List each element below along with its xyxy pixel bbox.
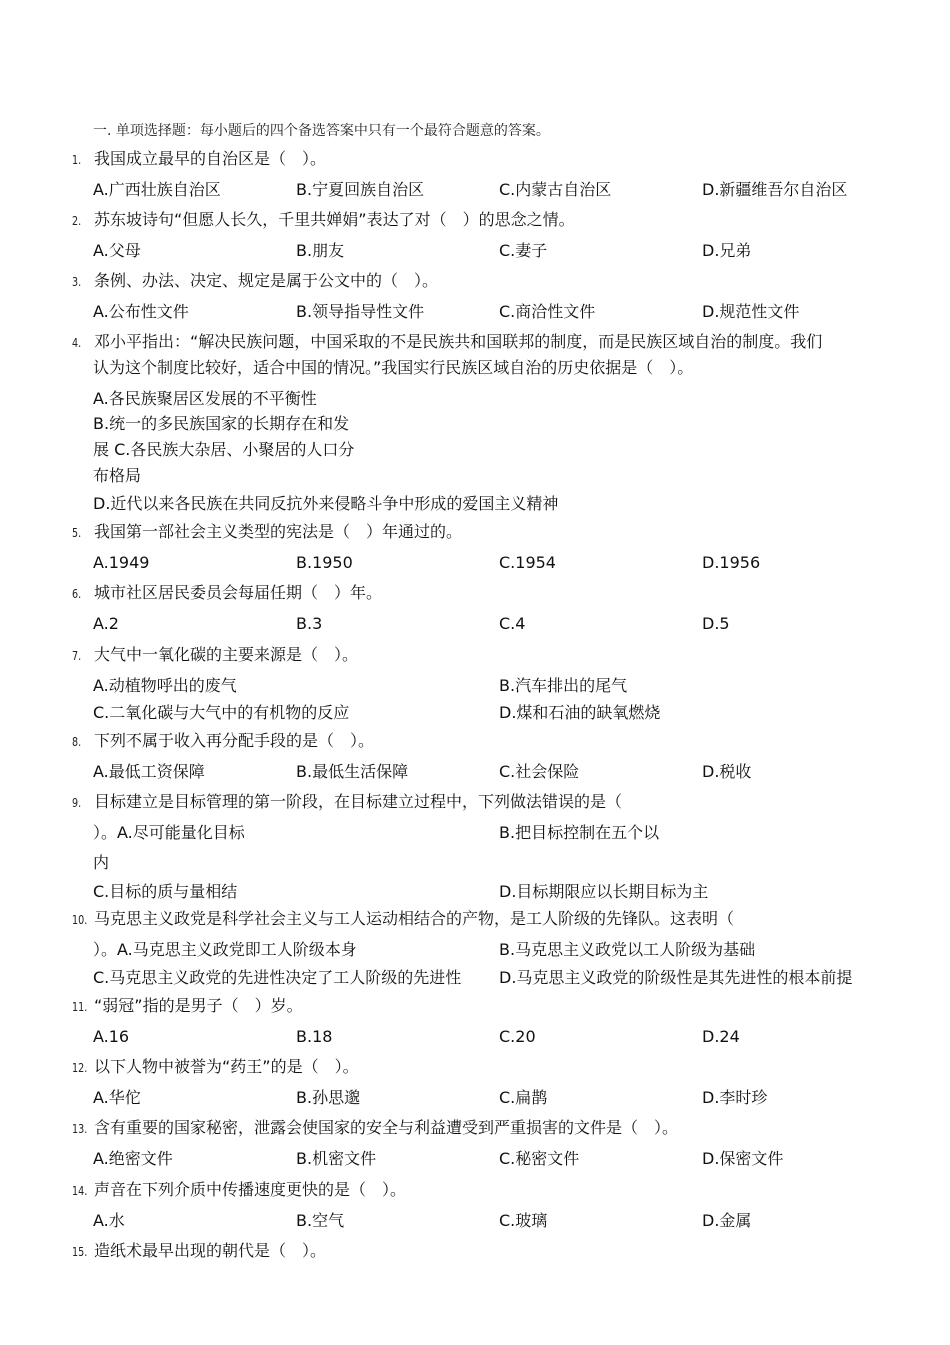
question-text: 苏东坡诗句“但愿人长久，千里共婵娟”表达了对（ ）的思念之情。: [94, 210, 575, 229]
question-text: 邓小平指出：“解决民族问题，中国采取的不是民族共和国联邦的制度，而是民族区域自治的制度。我们: [94, 332, 823, 351]
option-d: D.5: [702, 614, 730, 633]
option-c: C.20: [499, 1027, 536, 1046]
question-9: [72, 792, 622, 813]
option-d: D.近代以来各民族在共同反抗外来侵略斗争中形成的爱国主义精神: [93, 494, 559, 513]
option-b: B.朋友: [296, 241, 345, 260]
question-number: 5.: [72, 526, 82, 540]
question-11: [72, 996, 303, 1017]
question-15: [72, 1241, 326, 1262]
question-text: 造纸术最早出现的朝代是（ ）。: [94, 1241, 327, 1260]
question-number: 12.: [72, 1061, 88, 1075]
option-d: D.新疆维吾尔自治区: [702, 180, 848, 199]
question-number: 1.: [72, 153, 82, 167]
question-text: 我国第一部社会主义类型的宪法是（ ）年通过的。: [94, 522, 463, 541]
option-c: C.二氧化碳与大气中的有机物的反应: [93, 703, 350, 722]
question-number: 8.: [72, 735, 82, 749]
option-a: A.公布性文件: [93, 302, 189, 321]
option-b: B.空气: [296, 1211, 345, 1230]
option-a: A.最低工资保障: [93, 762, 205, 781]
option-b: B.宁夏回族自治区: [296, 180, 425, 199]
option-a: ）。A.马克思主义政党即工人阶级本身: [93, 940, 357, 959]
option-a: A.1949: [93, 553, 150, 572]
option-b: B.3: [296, 614, 323, 633]
question-text: 我国成立最早的自治区是（ ）。: [94, 149, 327, 168]
question-text: 大气中一氧化碳的主要来源是（ ）。: [94, 645, 359, 664]
question-4: [72, 332, 822, 353]
option-c: C.1954: [499, 553, 556, 572]
option-a: A.父母: [93, 241, 141, 260]
question-text-continued: 认为这个制度比较好，适合中国的情况。”我国实行民族区域自治的历史依据是（ ）。: [93, 358, 694, 377]
option-d: D.煤和石油的缺氧燃烧: [499, 703, 661, 722]
option-c: C.扁鹊: [499, 1088, 548, 1107]
option-b: B.1950: [296, 553, 353, 572]
question-number: 6.: [72, 587, 82, 601]
option-c: C.玻璃: [499, 1211, 548, 1230]
question-8: [72, 731, 374, 752]
option-a: ）。A.尽可能量化目标: [93, 823, 245, 842]
option-c: C.社会保险: [499, 762, 580, 781]
question-text: 目标建立是目标管理的第一阶段，在目标建立过程中，下列做法错误的是（: [94, 792, 623, 811]
option-d: D.税收: [702, 762, 752, 781]
option-d: D.目标期限应以长期目标为主: [499, 882, 709, 901]
option-b: B.马克思主义政党以工人阶级为基础: [499, 940, 756, 959]
option-a: A.广西壮族自治区: [93, 180, 221, 199]
option-b: B.把目标控制在五个以: [499, 823, 660, 842]
option-c: C.4: [499, 614, 526, 633]
option-b: B.18: [296, 1027, 333, 1046]
option-c: C.马克思主义政党的先进性决定了工人阶级的先进性: [93, 968, 462, 987]
question-12: [72, 1057, 359, 1078]
option-c: 展 C.各民族大杂居、小聚居的人口分: [93, 440, 355, 459]
option-b: B.机密文件: [296, 1149, 377, 1168]
question-text: 声音在下列介质中传播速度更快的是（ ）。: [94, 1180, 407, 1199]
question-number: 9.: [72, 796, 82, 810]
option-a: A.华佗: [93, 1088, 141, 1107]
option-a: A.各民族聚居区发展的不平衡性: [93, 389, 317, 408]
option-c: C.商洽性文件: [499, 302, 596, 321]
question-3: [72, 271, 438, 292]
question-text: 以下人物中被誉为“药王”的是（ ）。: [94, 1057, 359, 1076]
question-number: 14.: [72, 1184, 88, 1198]
question-number: 4.: [72, 336, 82, 350]
question-number: 2.: [72, 214, 82, 228]
question-number: 11.: [72, 1000, 88, 1014]
option-b: B.孙思邈: [296, 1088, 361, 1107]
option-b: B.最低生活保障: [296, 762, 409, 781]
question-text: “弱冠”指的是男子（ ）岁。: [94, 996, 303, 1015]
question-text: 下列不属于收入再分配手段的是（ ）。: [94, 731, 375, 750]
question-13: [72, 1118, 678, 1139]
question-number: 15.: [72, 1245, 88, 1259]
section-title: 一. 单项选择题：每小题后的四个备选答案中只有一个最符合题意的答案。: [93, 123, 550, 139]
option-c-continued: 布格局: [93, 466, 142, 485]
question-7: [72, 645, 358, 666]
question-number: 13.: [72, 1122, 88, 1136]
option-d: D.李时珍: [702, 1088, 768, 1107]
question-number: 7.: [72, 649, 82, 663]
question-14: [72, 1180, 406, 1201]
option-d: D.规范性文件: [702, 302, 800, 321]
option-d: D.1956: [702, 553, 761, 572]
option-d: D.兄弟: [702, 241, 752, 260]
option-b: B.领导指导性文件: [296, 302, 425, 321]
question-number: 10.: [72, 913, 88, 927]
option-a: A.动植物呼出的废气: [93, 676, 237, 695]
option-a: A.16: [93, 1027, 130, 1046]
option-d: D.马克思主义政党的阶级性是其先进性的根本前提: [499, 968, 853, 987]
option-d: D.24: [702, 1027, 740, 1046]
option-d: D.保密文件: [702, 1149, 784, 1168]
question-1: [72, 149, 326, 170]
option-d: D.金属: [702, 1211, 752, 1230]
option-b-continued: 内: [93, 853, 110, 872]
question-text: 马克思主义政党是科学社会主义与工人运动相结合的产物，是工人阶级的先锋队。这表明（: [94, 909, 735, 928]
question-text: 城市社区居民委员会每届任期（ ）年。: [94, 583, 383, 602]
question-2: [72, 210, 575, 231]
option-b: B.汽车排出的尾气: [499, 676, 628, 695]
question-text: 条例、办法、决定、规定是属于公文中的（ ）。: [94, 271, 439, 290]
question-text: 含有重要的国家秘密，泄露会使国家的安全与利益遭受到严重损害的文件是（ ）。: [94, 1118, 679, 1137]
option-c: C.妻子: [499, 241, 548, 260]
option-a: A.绝密文件: [93, 1149, 173, 1168]
question-10: [72, 909, 734, 930]
option-b: B.统一的多民族国家的长期存在和发: [93, 414, 350, 433]
option-c: C.目标的质与量相结: [93, 882, 238, 901]
question-5: [72, 522, 462, 543]
option-c: C.秘密文件: [499, 1149, 580, 1168]
option-c: C.内蒙古自治区: [499, 180, 612, 199]
question-6: [72, 583, 382, 604]
option-a: A.水: [93, 1211, 125, 1230]
question-number: 3.: [72, 275, 82, 289]
option-a: A.2: [93, 614, 119, 633]
